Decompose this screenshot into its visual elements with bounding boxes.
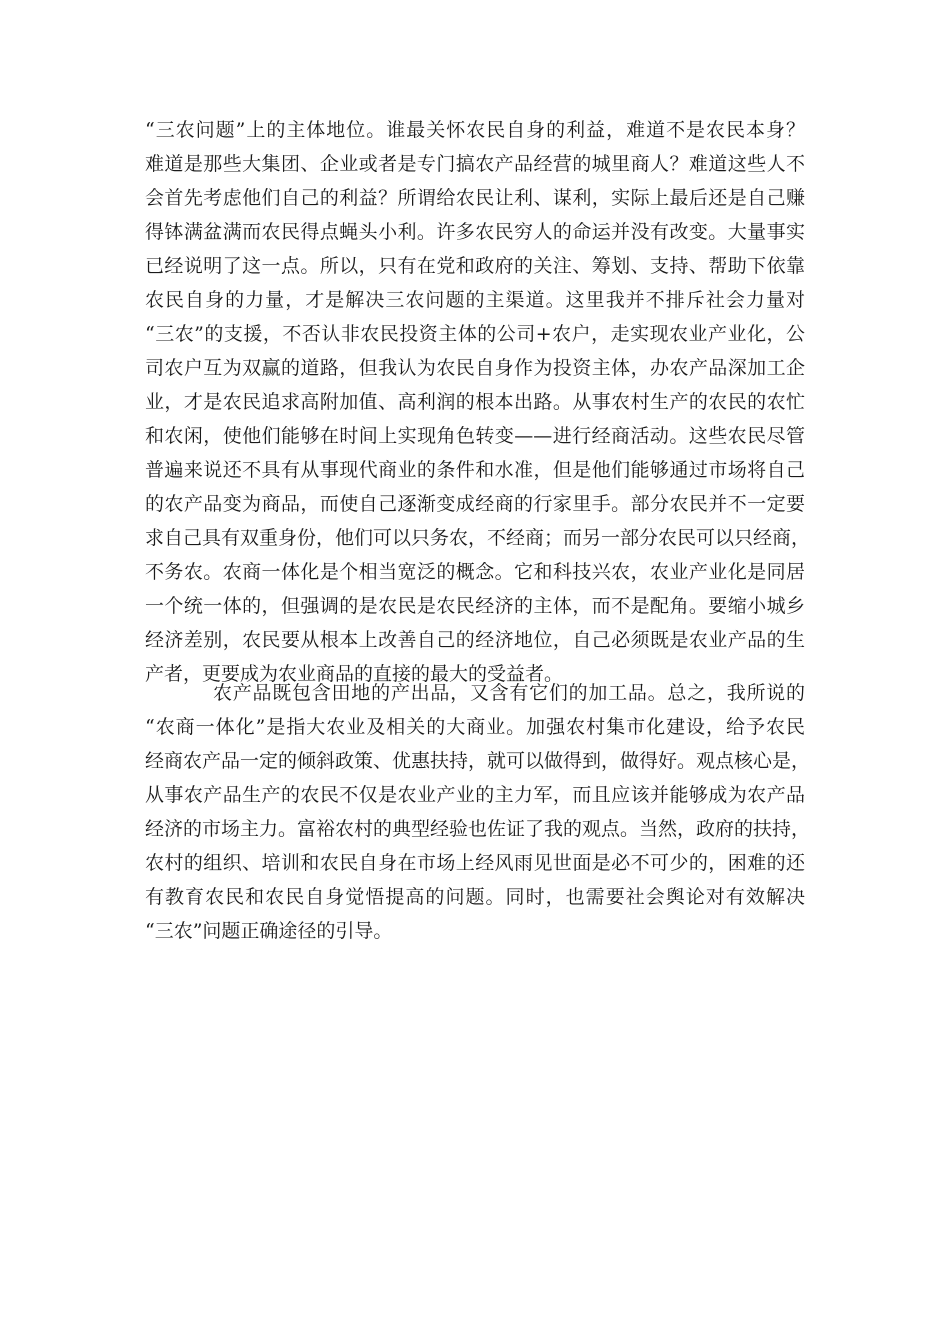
paragraph-line: 从事农产品生产的农民不仅是农业产业的主力军，而且应该并能够成为农产品: [145, 784, 805, 806]
paragraph-line: 司农户互为双赢的道路，但我认为农民自身作为投资主体，办农产品深加工企: [145, 357, 805, 379]
paragraph-line: “农商一体化”是指大农业及相关的大商业。加强农村集市化建设，给予农民: [145, 716, 805, 738]
paragraph-line: 经济差别，农民要从根本上改善自己的经济地位，自己必须既是农业产品的生: [145, 629, 805, 651]
paragraph-line: 一个统一体的，但强调的是农民是农民经济的主体，而不是配角。要缩小城乡: [145, 595, 805, 617]
paragraph-line: 农产品既包含田地的产出品，又含有它们的加工品。总之，我所说的: [213, 682, 805, 704]
paragraph-line: 有教育农民和农民自身觉悟提高的问题。同时，也需要社会舆论对有效解决: [145, 886, 805, 908]
paragraph-line: “三农”问题正确途径的引导。: [145, 920, 393, 942]
paragraph-line: 和农闲，使他们能够在时间上实现角色转变——进行经商活动。这些农民尽管: [145, 425, 805, 447]
paragraph-line: 得钵满盆满而农民得点蝇头小利。许多农民穷人的命运并没有改变。大量事实: [145, 221, 805, 243]
paragraph-line: 求自己具有双重身份，他们可以只务农，不经商；而另一部分农民可以只经商，: [145, 527, 811, 549]
paragraph-line: 不务农。农商一体化是个相当宽泛的概念。它和科技兴农，农业产业化是同居: [145, 561, 805, 583]
paragraph-line: 农民自身的力量，才是解决三农问题的主渠道。这里我并不排斥社会力量对: [145, 289, 805, 311]
paragraph-line: “三农问题”上的主体地位。谁最关怀农民自身的利益，难道不是农民本身？: [145, 119, 805, 141]
paragraph-line: 普遍来说还不具有从事现代商业的条件和水准，但是他们能够通过市场将自己: [145, 459, 805, 481]
paragraph-1: [145, 113, 811, 691]
paragraph-2: [145, 676, 811, 948]
paragraph-line: 的农产品变为商品，而使自己逐渐变成经商的行家里手。部分农民并不一定要: [145, 493, 805, 515]
paragraph-line: 经商农产品一定的倾斜政策、优惠扶持，就可以做得到，做得好。观点核心是，: [145, 750, 811, 772]
paragraph-line: 会首先考虑他们自己的利益？所谓给农民让利、谋利，实际上最后还是自己赚: [145, 187, 805, 209]
paragraph-line: 经济的市场主力。富裕农村的典型经验也佐证了我的观点。当然，政府的扶持，: [145, 818, 811, 840]
paragraph-line: 难道是那些大集团、企业或者是专门搞农产品经营的城里商人？难道这些人不: [145, 153, 805, 175]
paragraph-line: 业，才是农民追求高附加值、高利润的根本出路。从事农村生产的农民的农忙: [145, 391, 805, 413]
paragraph-line: 已经说明了这一点。所以，只有在党和政府的关注、筹划、支持、帮助下依靠: [145, 255, 805, 277]
paragraph-line: “三农”的支援，不否认非农民投资主体的公司+农户，走实现农业产业化，公: [145, 323, 805, 345]
paragraph-line: 产者，更要成为农业商品的直接的最大的受益者。: [145, 663, 564, 685]
paragraph-line: 农村的组织、培训和农民自身在市场上经风雨见世面是必不可少的，困难的还: [145, 852, 805, 874]
